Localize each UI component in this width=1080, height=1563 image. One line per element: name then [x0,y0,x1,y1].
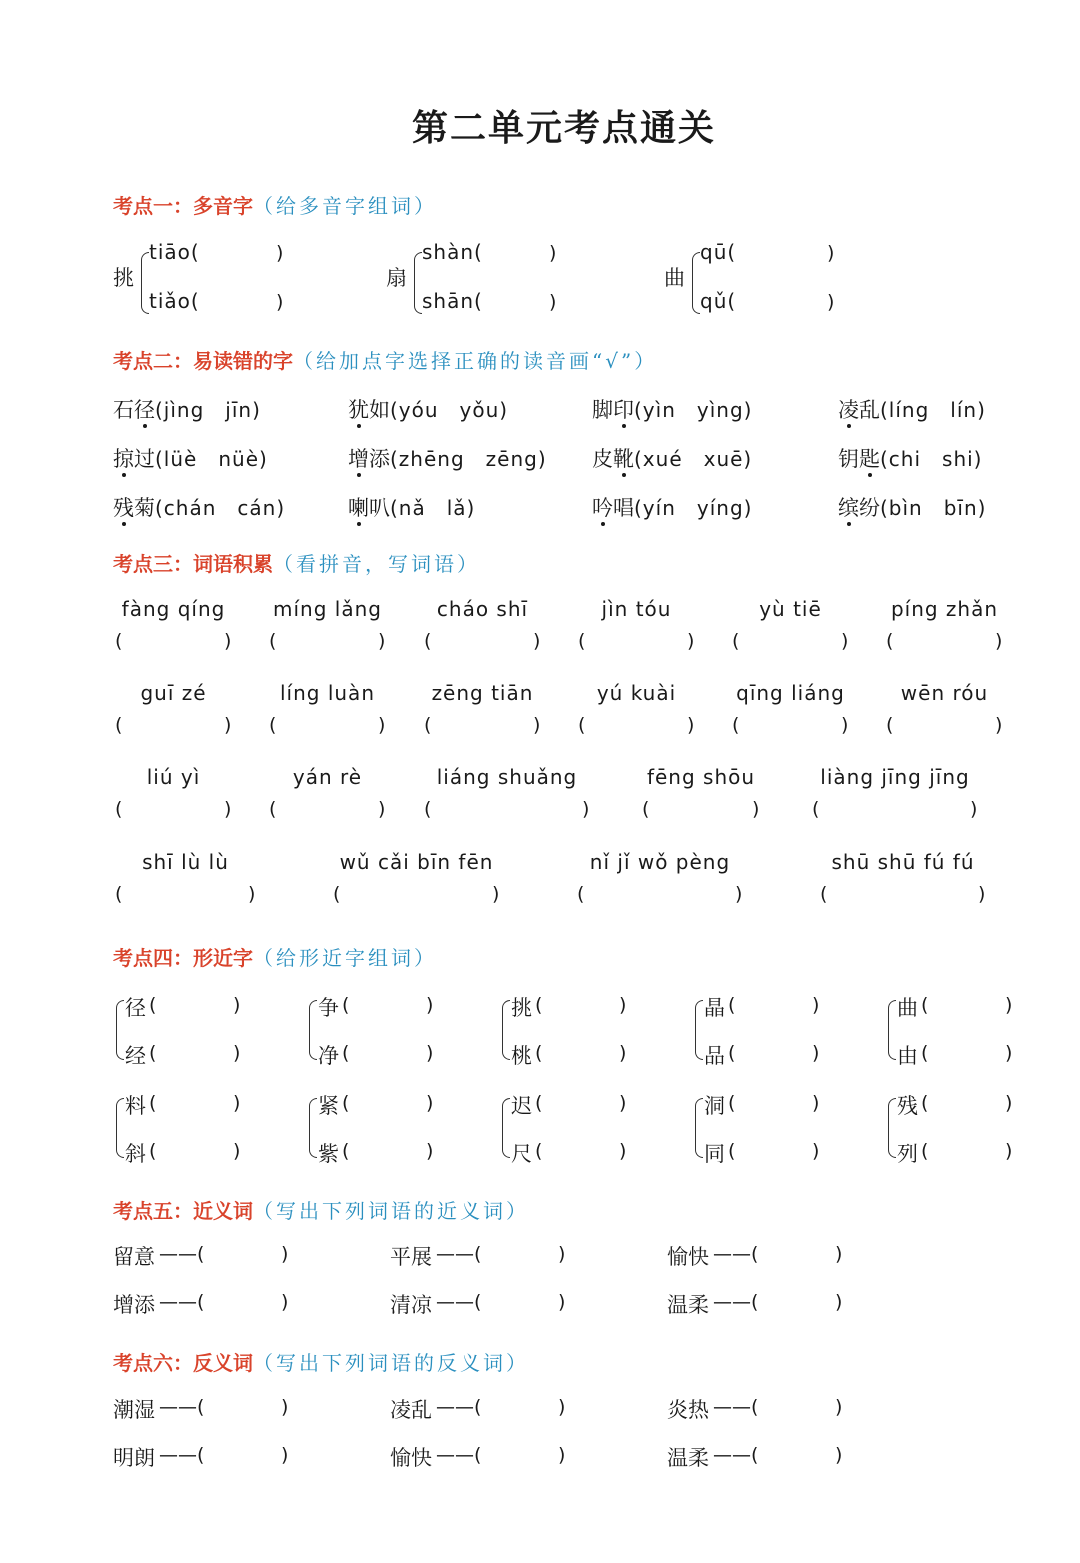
word: 潮湿 [113,1398,155,1422]
word: 增添 [113,1293,155,1317]
close-paren: ) [233,1042,241,1064]
close-paren: ) [281,1243,289,1265]
answer-open-paren: ( [115,883,123,905]
dash-open-paren: ——( [159,1291,205,1313]
answer-open-paren: ( [812,798,820,820]
answer-open-paren: ( [115,798,123,820]
word-char: 菊 [134,496,155,520]
polyphone-char: 扇 [386,266,407,290]
misread-item [348,443,547,473]
dotted-char: 喇 [348,496,369,520]
word: 凌乱 [390,1398,432,1422]
answer-close-paren: ) [735,883,743,905]
answer-close-paren: ) [995,714,1003,736]
answer-close-paren: ) [841,714,849,736]
close-paren: ) [619,1140,627,1162]
reading-options: (yín yíng) [634,496,753,520]
similar-char: 品 [704,1044,725,1068]
dotted-char: 印 [613,398,634,422]
answer-open-paren: ( [732,630,740,652]
misread-item [592,394,752,424]
section-instruction: （给多音字组词） [253,194,437,218]
word-char: 唱 [613,496,634,520]
open-paren: ( [342,994,350,1016]
answer-open-paren: ( [269,798,277,820]
reading-options: (yóu yǒu) [390,398,509,422]
close-paren: ) [1005,994,1013,1016]
close-paren: ) [619,994,627,1016]
open-paren: ( [728,1140,736,1162]
brace-icon [692,252,700,314]
similar-char: 紫 [318,1142,339,1166]
answer-open-paren: ( [577,883,585,905]
word-char: 钥 [838,447,859,471]
section-label: 考点五：近义词 [113,1199,253,1223]
word: 平展 [390,1245,432,1269]
answer-close-paren: ) [378,798,386,820]
pinyin-prompt: zēng tiān [431,681,534,705]
open-paren: ( [535,1042,543,1064]
pinyin-prompt: liàng jīng jīng [820,765,970,789]
close-paren: ) [549,291,557,313]
answer-open-paren: ( [269,630,277,652]
answer-close-paren: ) [378,714,386,736]
close-paren: ) [835,1444,843,1466]
word-char: 乱 [859,398,880,422]
dotted-char: 凌 [838,398,859,422]
similar-char: 挑 [511,996,532,1020]
open-paren: ( [535,1140,543,1162]
pinyin-prompt: liáng shuǎng [436,765,578,789]
answer-close-paren: ) [224,714,232,736]
reading-1: tiāo( [149,240,200,264]
dotted-char: 掠 [113,447,134,471]
answer-close-paren: ) [752,798,760,820]
close-paren: ) [558,1243,566,1265]
open-paren: ( [535,994,543,1016]
misread-item [113,443,268,473]
dotted-char: 吟 [592,496,613,520]
similar-char: 料 [125,1094,146,1118]
close-paren: ) [426,1140,434,1162]
dash-open-paren: ——( [159,1444,205,1466]
brace-icon [695,1098,703,1158]
section-label: 考点六：反义词 [113,1351,253,1375]
pinyin-prompt: yán rè [292,765,363,789]
misread-item [592,492,752,522]
brace-icon [502,1098,510,1158]
close-paren: ) [276,291,284,313]
close-paren: ) [281,1444,289,1466]
reading-2: shān( [422,289,483,313]
similar-char: 晶 [704,996,725,1020]
close-paren: ) [558,1291,566,1313]
answer-close-paren: ) [970,798,978,820]
open-paren: ( [728,1092,736,1114]
close-paren: ) [835,1396,843,1418]
misread-item [113,394,261,424]
section-label: 考点二：易读错的字 [113,349,293,373]
open-paren: ( [342,1042,350,1064]
word: 明朗 [113,1446,155,1470]
close-paren: ) [426,1042,434,1064]
close-paren: ) [276,242,284,264]
close-paren: ) [426,994,434,1016]
close-paren: ) [233,1140,241,1162]
section-6-heading [113,1347,529,1376]
dotted-char: 犹 [348,398,369,422]
similar-char: 尺 [511,1142,532,1166]
dash-open-paren: ——( [436,1291,482,1313]
dash-open-paren: ——( [436,1396,482,1418]
similar-char: 桃 [511,1044,532,1068]
answer-open-paren: ( [269,714,277,736]
section-instruction: （给形近字组词） [253,946,437,970]
section-5-heading [113,1195,529,1224]
section-1-heading [113,190,437,219]
dotted-char: 增 [348,447,369,471]
answer-open-paren: ( [732,714,740,736]
brace-icon [502,1000,510,1060]
open-paren: ( [921,1092,929,1114]
open-paren: ( [149,1140,157,1162]
word-char: 纷 [859,496,880,520]
answer-close-paren: ) [492,883,500,905]
reading-options: (chi shi) [880,447,983,471]
answer-close-paren: ) [687,630,695,652]
reading-2: qǔ( [700,289,737,313]
answer-open-paren: ( [886,630,894,652]
misread-item [348,492,475,522]
word: 温柔 [667,1293,709,1317]
answer-close-paren: ) [687,714,695,736]
word: 愉快 [390,1446,432,1470]
section-label: 考点三：词语积累 [113,552,273,576]
word: 留意 [113,1245,155,1269]
answer-open-paren: ( [642,798,650,820]
word-char: 皮 [592,447,613,471]
pinyin-prompt: liú yì [146,765,201,789]
dash-open-paren: ——( [713,1444,759,1466]
similar-char: 残 [897,1094,918,1118]
answer-close-paren: ) [978,883,986,905]
reading-options: (zhēng zēng) [390,447,547,471]
brace-icon [141,252,149,314]
reading-1: shàn( [422,240,483,264]
dash-open-paren: ——( [713,1243,759,1265]
word: 愉快 [667,1245,709,1269]
reading-options: (lüè nüè) [155,447,268,471]
close-paren: ) [233,994,241,1016]
word: 炎热 [667,1398,709,1422]
dash-open-paren: ——( [436,1444,482,1466]
answer-close-paren: ) [533,630,541,652]
brace-icon [888,1098,896,1158]
section-4-heading [113,942,437,971]
close-paren: ) [812,1042,820,1064]
pinyin-prompt: wēn róu [900,681,989,705]
similar-char: 径 [125,996,146,1020]
close-paren: ) [1005,1140,1013,1162]
reading-1: qū( [700,240,737,264]
reading-options: (bìn bīn) [880,496,987,520]
open-paren: ( [342,1140,350,1162]
close-paren: ) [233,1092,241,1114]
answer-open-paren: ( [578,714,586,736]
close-paren: ) [619,1042,627,1064]
similar-char: 曲 [897,996,918,1020]
similar-char: 经 [125,1044,146,1068]
similar-char: 争 [318,996,339,1020]
close-paren: ) [835,1291,843,1313]
dash-open-paren: ——( [713,1396,759,1418]
answer-open-paren: ( [886,714,894,736]
word-char: 石 [113,398,134,422]
open-paren: ( [342,1092,350,1114]
pinyin-prompt: fàng qíng [121,597,226,621]
brace-icon [116,1000,124,1060]
open-paren: ( [535,1092,543,1114]
page-title: 第二单元考点通关 [411,107,716,149]
pinyin-prompt: wǔ cǎi bīn fēn [339,850,494,874]
reading-2: tiǎo( [149,289,200,313]
answer-close-paren: ) [533,714,541,736]
reading-options: (xué xuē) [634,447,753,471]
dotted-char: 匙 [859,447,880,471]
open-paren: ( [149,994,157,1016]
similar-char: 紧 [318,1094,339,1118]
dash-open-paren: ——( [159,1396,205,1418]
brace-icon [309,1000,317,1060]
pinyin-prompt: líng luàn [279,681,375,705]
answer-open-paren: ( [115,630,123,652]
dotted-char: 残 [113,496,134,520]
reading-options: (nǎ lǎ) [390,496,476,520]
answer-open-paren: ( [424,714,432,736]
brace-icon [116,1098,124,1158]
pinyin-prompt: míng lǎng [273,597,382,621]
close-paren: ) [812,1140,820,1162]
word: 温柔 [667,1446,709,1470]
close-paren: ) [1005,1092,1013,1114]
pinyin-prompt: guī zé [140,681,207,705]
pinyin-prompt: píng zhǎn [890,597,999,621]
close-paren: ) [281,1291,289,1313]
answer-open-paren: ( [424,798,432,820]
section-instruction: （写出下列词语的近义词） [253,1199,529,1223]
answer-close-paren: ) [995,630,1003,652]
dash-open-paren: ——( [713,1291,759,1313]
polyphone-char: 挑 [113,266,134,290]
similar-char: 同 [704,1142,725,1166]
close-paren: ) [619,1092,627,1114]
word: 清凉 [390,1293,432,1317]
section-label: 考点一：多音字 [113,194,253,218]
answer-close-paren: ) [224,630,232,652]
open-paren: ( [921,994,929,1016]
open-paren: ( [728,1042,736,1064]
close-paren: ) [835,1243,843,1265]
misread-item [348,394,508,424]
pinyin-prompt: yú kuài [596,681,677,705]
word-char: 如 [369,398,390,422]
answer-close-paren: ) [582,798,590,820]
close-paren: ) [827,242,835,264]
brace-icon [888,1000,896,1060]
section-3-heading [113,548,480,577]
reading-options: (yìn yìng) [634,398,753,422]
dotted-char: 缤 [838,496,859,520]
misread-item [838,443,983,473]
similar-char: 列 [897,1142,918,1166]
close-paren: ) [827,291,835,313]
answer-open-paren: ( [115,714,123,736]
pinyin-prompt: jìn tóu [601,597,672,621]
dotted-char: 靴 [613,447,634,471]
answer-open-paren: ( [578,630,586,652]
open-paren: ( [921,1042,929,1064]
similar-char: 洞 [704,1094,725,1118]
pinyin-prompt: shī lù lù [142,850,229,874]
similar-char: 斜 [125,1142,146,1166]
similar-char: 由 [897,1044,918,1068]
dotted-char: 径 [134,398,155,422]
close-paren: ) [812,994,820,1016]
open-paren: ( [149,1042,157,1064]
section-2-heading [113,345,657,374]
pinyin-prompt: cháo shī [436,597,529,621]
similar-char: 迟 [511,1094,532,1118]
pinyin-prompt: qīng liáng [736,681,845,705]
section-instruction: （给加点字选择正确的读音画“√”） [293,349,658,373]
answer-close-paren: ) [841,630,849,652]
pinyin-prompt: yù tiē [759,597,822,621]
answer-close-paren: ) [248,883,256,905]
section-instruction: （看拼音，写词语） [273,552,480,576]
brace-icon [414,252,422,314]
close-paren: ) [812,1092,820,1114]
brace-icon [695,1000,703,1060]
open-paren: ( [149,1092,157,1114]
answer-open-paren: ( [820,883,828,905]
close-paren: ) [549,242,557,264]
reading-options: (líng lín) [880,398,986,422]
answer-close-paren: ) [224,798,232,820]
open-paren: ( [728,994,736,1016]
pinyin-prompt: nǐ jǐ wǒ pèng [589,850,731,874]
misread-item [592,443,752,473]
dash-open-paren: ——( [159,1243,205,1265]
word-char: 过 [134,447,155,471]
open-paren: ( [921,1140,929,1162]
close-paren: ) [558,1444,566,1466]
dash-open-paren: ——( [436,1243,482,1265]
misread-item [113,492,285,522]
pinyin-prompt: fēng shōu [646,765,756,789]
similar-char: 净 [318,1044,339,1068]
answer-close-paren: ) [378,630,386,652]
close-paren: ) [1005,1042,1013,1064]
close-paren: ) [426,1092,434,1114]
misread-item [838,492,986,522]
reading-options: (chán cán) [155,496,286,520]
answer-open-paren: ( [424,630,432,652]
section-instruction: （写出下列词语的反义词） [253,1351,529,1375]
word-char: 脚 [592,398,613,422]
close-paren: ) [558,1396,566,1418]
close-paren: ) [281,1396,289,1418]
word-char: 添 [369,447,390,471]
answer-open-paren: ( [333,883,341,905]
brace-icon [309,1098,317,1158]
reading-options: (jìng jīn) [155,398,261,422]
word-char: 叭 [369,496,390,520]
polyphone-char: 曲 [664,266,685,290]
section-label: 考点四：形近字 [113,946,253,970]
pinyin-prompt: shū shū fú fú [831,850,975,874]
misread-item [838,394,986,424]
